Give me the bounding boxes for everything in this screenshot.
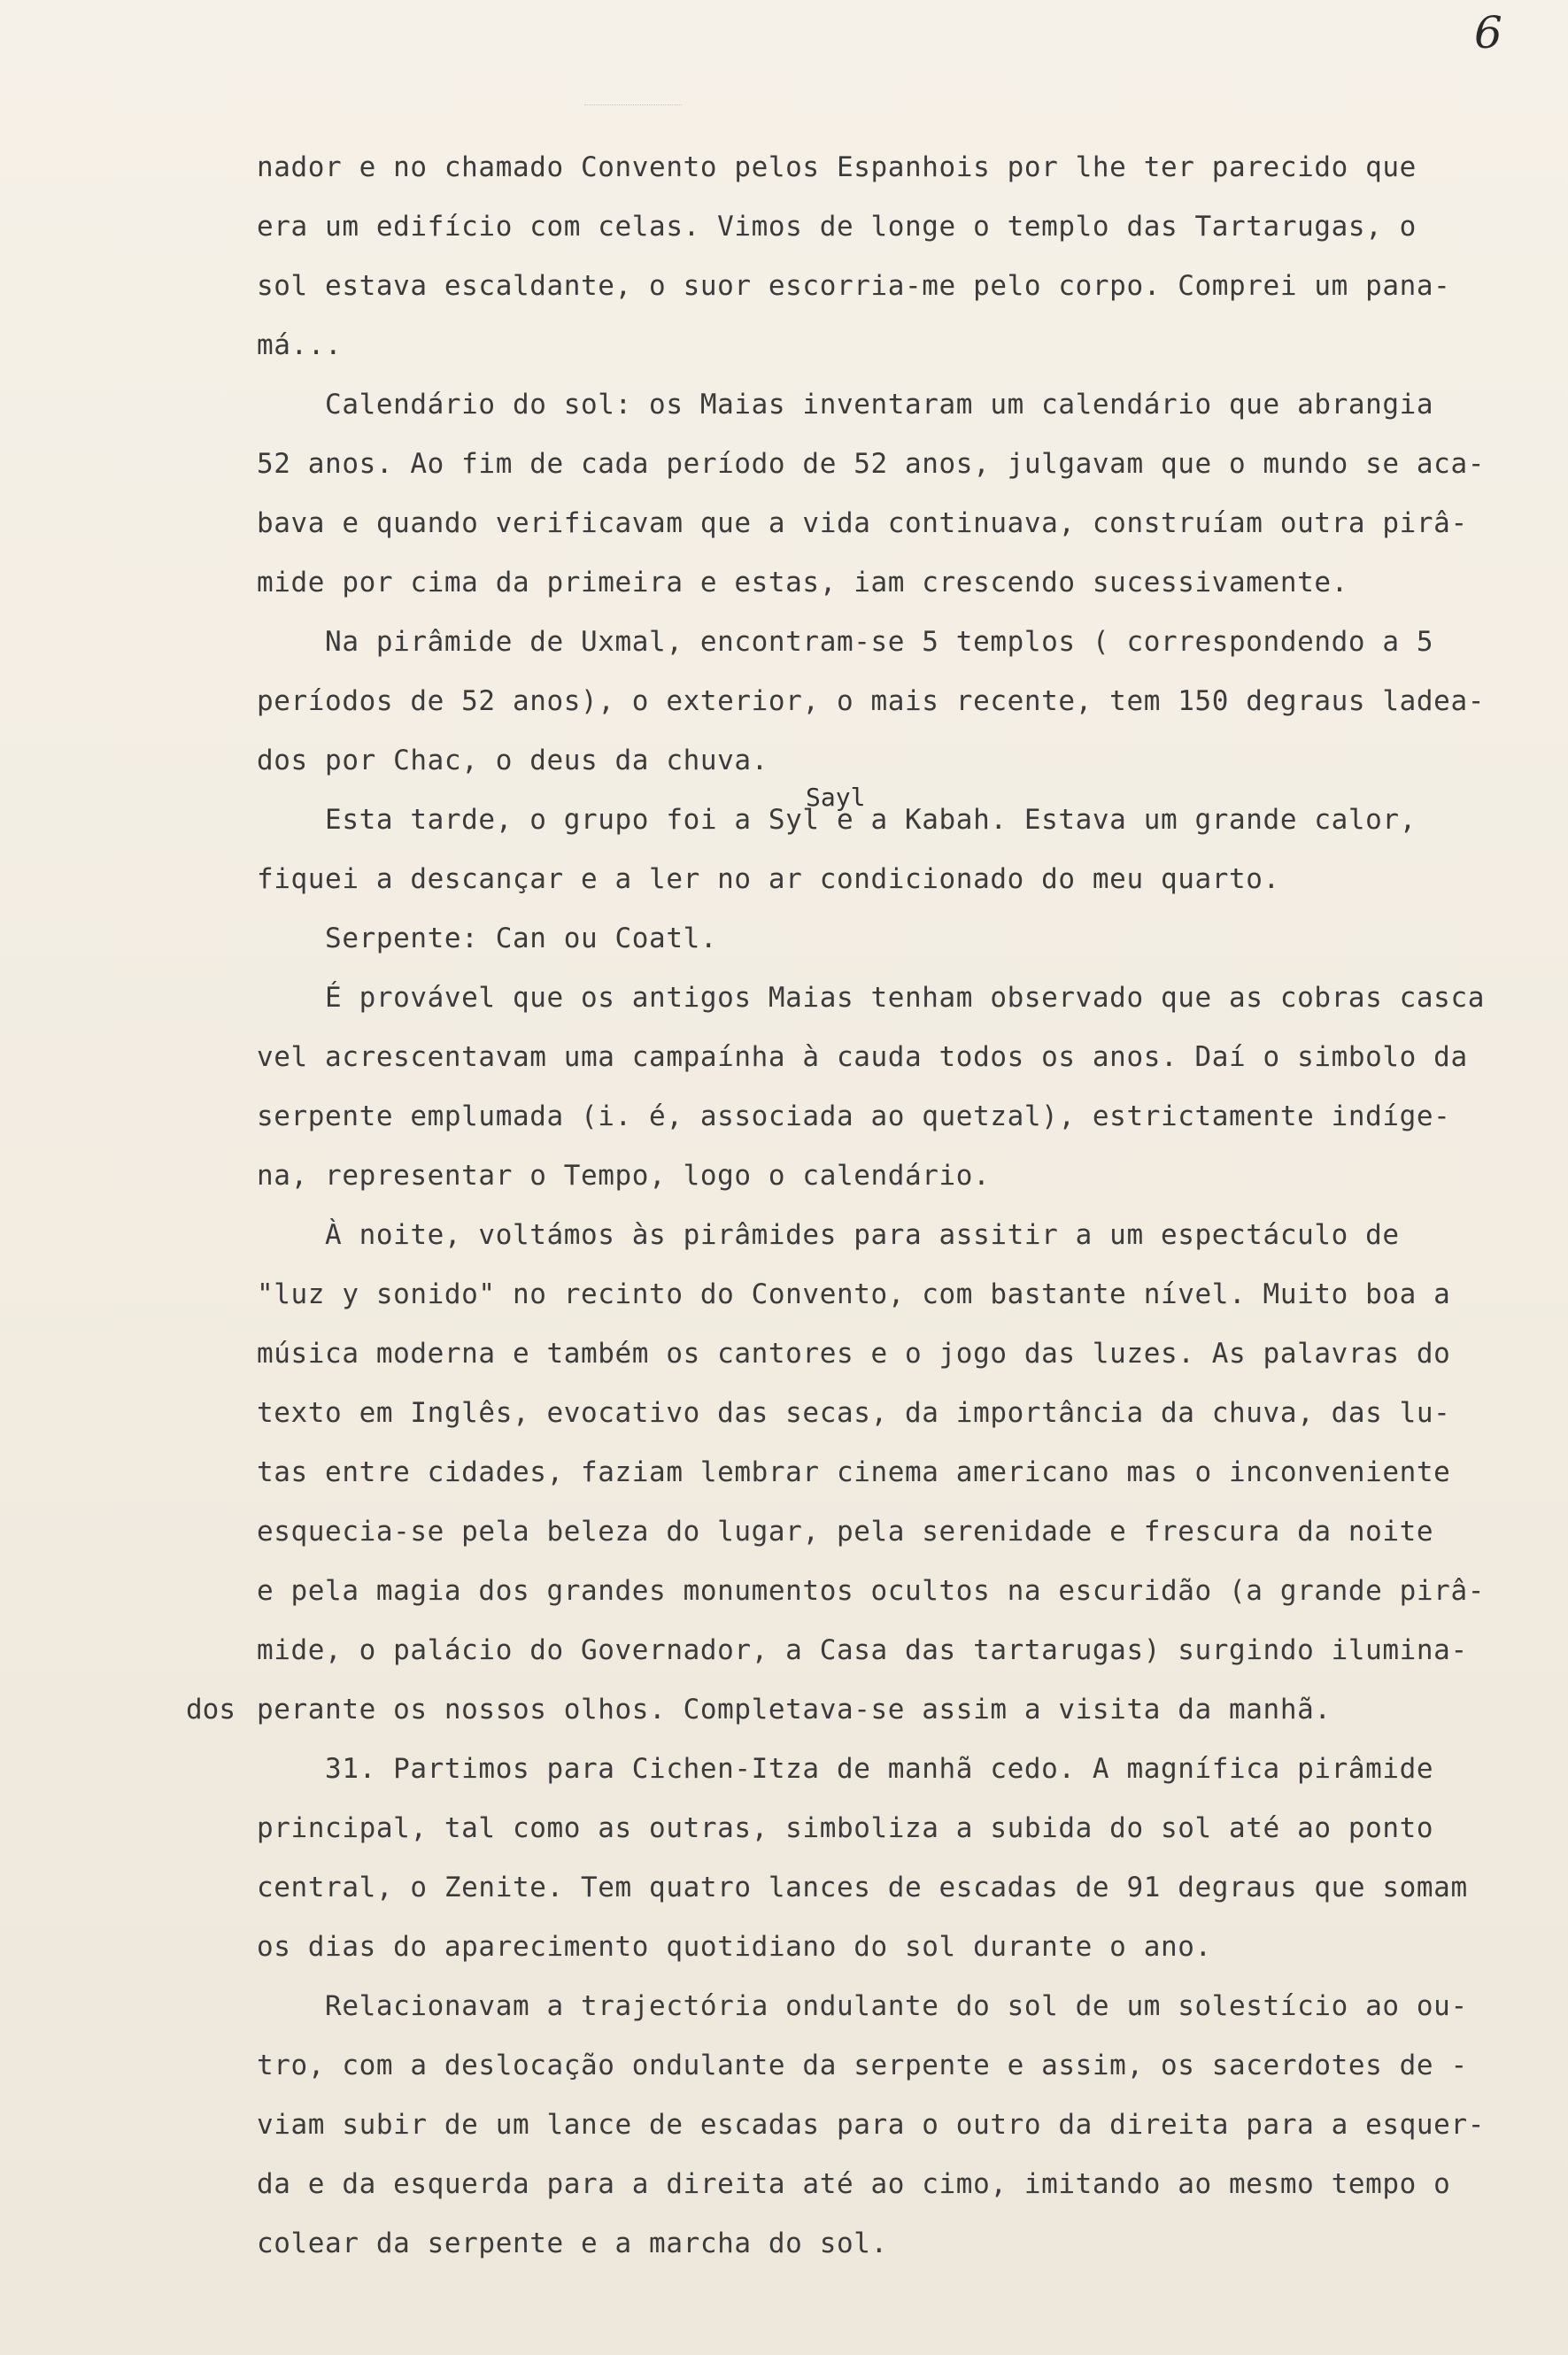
text-line: serpente emplumada (i. é, associada ao quetzal), estrictamente indíge- [257, 1100, 1451, 1132]
text-line: Calendário do sol: os Maias inventaram um calendário que abrangia [257, 389, 1434, 421]
text-line: era um edifício com celas. Vimos de longe o templo das Tartarugas, o [257, 211, 1417, 243]
text-line: mide, o palácio do Governador, a Casa das tartarugas) surgindo ilumina- [257, 1634, 1468, 1666]
text-line: da e da esquerda para a direita até ao cimo, imitando ao mesmo tempo o [257, 2168, 1451, 2200]
text-line: "luz y sonido" no recinto do Convento, com bastante nível. Muito boa a [257, 1278, 1451, 1310]
text-line: viam subir de um lance de escadas para o outro da direita para a esquer- [257, 2109, 1485, 2141]
text-line: Na pirâmide de Uxmal, encontram-se 5 templos ( correspondendo a 5 [257, 626, 1434, 658]
text-line: perante os nossos olhos. Completava-se assim a visita da manhã. [257, 1694, 1332, 1726]
text-line: mide por cima da primeira e estas, iam crescendo sucessivamente. [257, 567, 1348, 598]
text-line: É provável que os antigos Maias tenham observado que as cobras casca [257, 982, 1485, 1014]
text-line: Esta tarde, o grupo foi a Syl e a Kabah. Estava um grande calor, [257, 804, 1417, 836]
text-line: nador e no chamado Convento pelos Espanhois por lhe ter parecido que [257, 151, 1417, 183]
text-line: colear da serpente e a marcha do sol. [257, 2228, 888, 2259]
text-line: Relacionavam a trajectória ondulante do sol de um solestício ao ou- [257, 1990, 1468, 2022]
text-line: texto em Inglês, evocativo das secas, da importância da chuva, das lu- [257, 1397, 1451, 1429]
text-line: vel acrescentavam uma campaínha à cauda todos os anos. Daí o simbolo da [257, 1041, 1468, 1073]
text-line: períodos de 52 anos), o exterior, o mais recente, tem 150 degraus ladea- [257, 685, 1485, 717]
text-line: À noite, voltámos às pirâmides para assitir a um espectáculo de [257, 1219, 1400, 1251]
text-line: sol estava escaldante, o suor escorria-me pelo corpo. Comprei um pana- [257, 270, 1451, 302]
text-line: principal, tal como as outras, simboliza a subida do sol até ao ponto [257, 1812, 1434, 1844]
text-line: bava e quando verificavam que a vida continuava, construíam outra pirâ- [257, 507, 1468, 539]
text-line: esquecia-se pela beleza do lugar, pela serenidade e frescura da noite [257, 1516, 1434, 1548]
page-number: 6 [1474, 7, 1502, 58]
text-line: Serpente: Can ou Coatl. [257, 923, 718, 954]
text-line: e pela magia dos grandes monumentos ocultos na escuridão (a grande pirâ- [257, 1575, 1485, 1607]
text-line: 52 anos. Ao fim de cada período de 52 anos, julgavam que o mundo se aca- [257, 448, 1485, 480]
text-line: central, o Zenite. Tem quatro lances de escadas de 91 degraus que somam [257, 1872, 1468, 1903]
text-line: 31. Partimos para Cichen-Itza de manhã cedo. A magnífica pirâmide [257, 1753, 1434, 1785]
text-line: tas entre cidades, faziam lembrar cinema americano mas o inconveniente [257, 1456, 1451, 1488]
text-line: na, representar o Tempo, logo o calendário. [257, 1160, 991, 1192]
text-line: música moderna e também os cantores e o jogo das luzes. As palavras do [257, 1338, 1451, 1370]
text-line: dos por Chac, o deus da chuva. [257, 745, 769, 776]
text-line: fiquei a descançar e a ler no ar condicionado do meu quarto. [257, 863, 1280, 895]
handwritten-correction: Sayl [806, 783, 866, 812]
text-line: má... [257, 329, 343, 361]
text-line: os dias do aparecimento quotidiano do sol durante o ano. [257, 1931, 1212, 1963]
margin-note: dos [186, 1694, 236, 1726]
text-line: tro, com a deslocação ondulante da serpente e assim, os sacerdotes de - [257, 2050, 1468, 2081]
